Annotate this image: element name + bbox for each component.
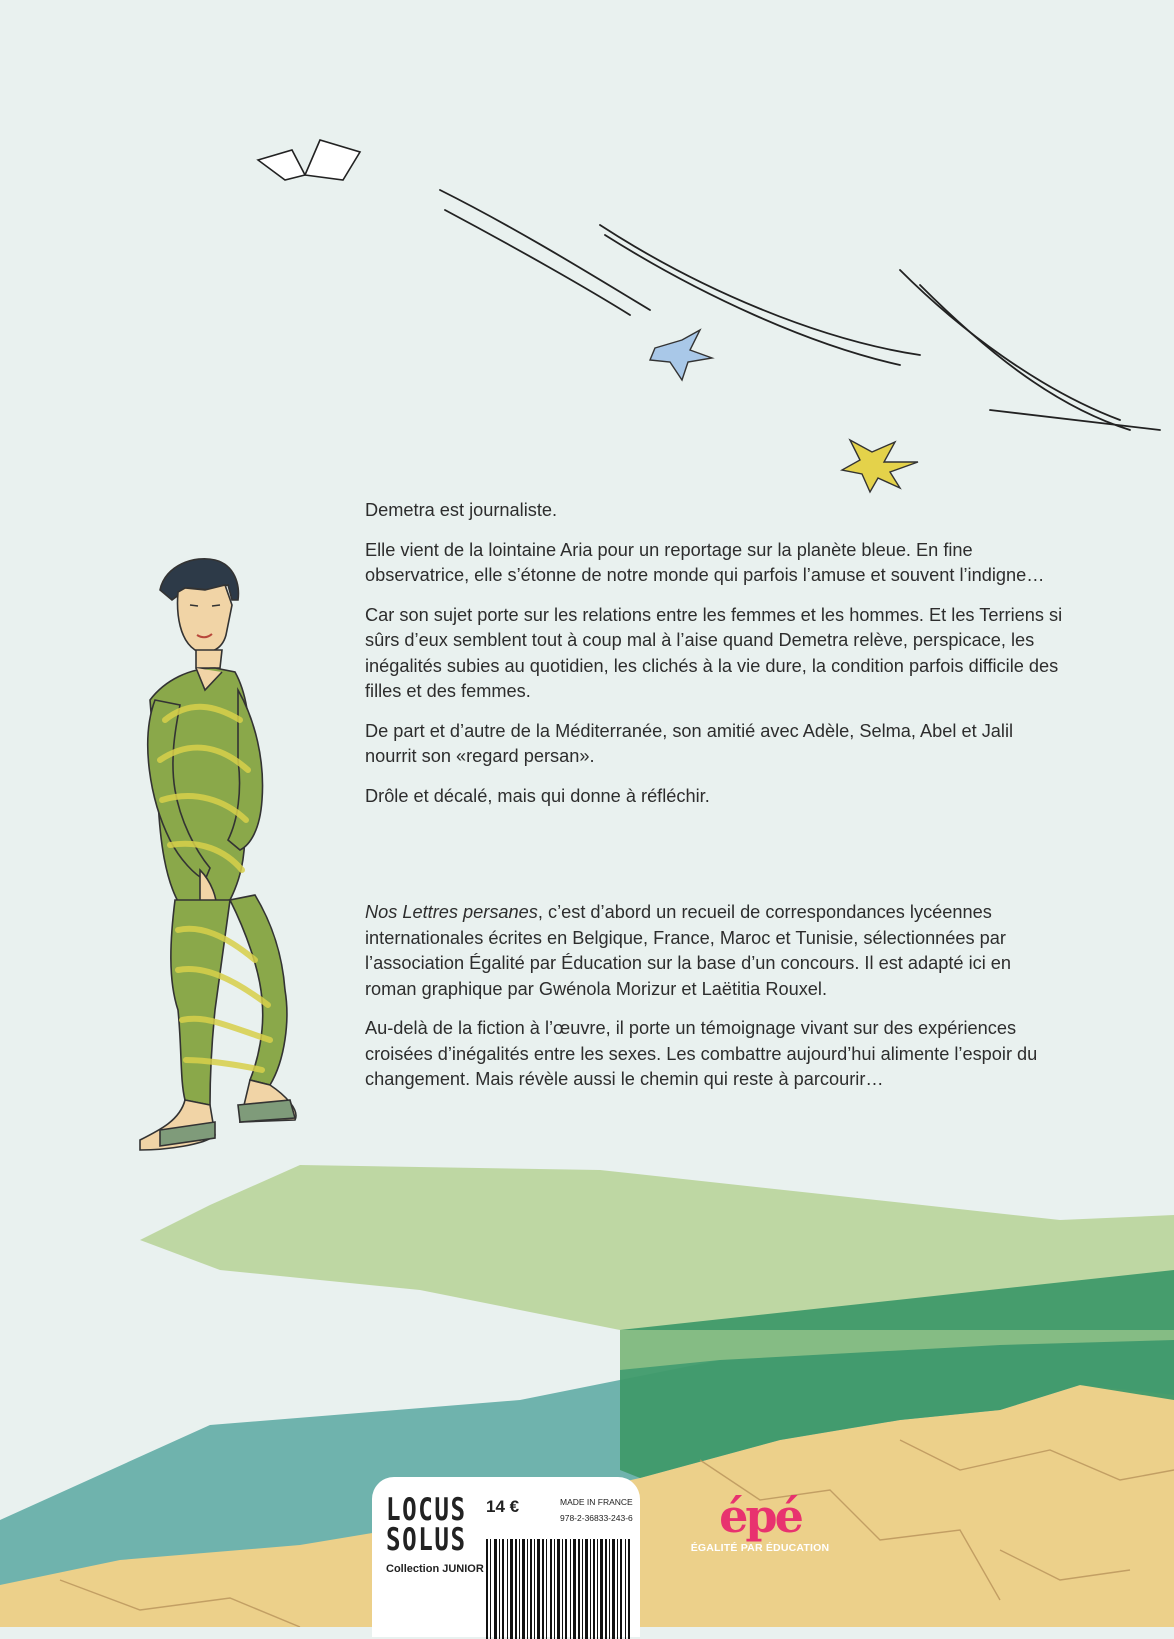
blurb-paragraph: Car son sujet porte sur les relations entre les femmes et les hommes. Et les Terriens si sûrs d’eux semblent tout à coup mal à l’aise quand Demetra relève, perspicace, les inégalités subies au quotidien, les clichés à la vie dure, la condition parfois difficile des filles et des femmes. <box>365 604 1063 701</box>
blurb-paragraph: Demetra est journaliste. <box>365 500 558 520</box>
epe-mark: épé <box>719 1489 801 1543</box>
barcode <box>484 1539 632 1639</box>
collection-label: Collection JUNIOR <box>386 1563 484 1575</box>
logo-line: LOCUS <box>386 1492 467 1528</box>
blurb-paragraph: Drôle et décalé, mais qui donne à réfléchir. <box>365 785 710 806</box>
blurb-paragraph: Elle vient de la lointaine Aria pour un reportage sur la planète bleue. En fine observatrice, elle s’étonne de notre monde qui parfois l’amuse et souvent l’indigne… <box>365 539 1045 585</box>
locus-solus-logo <box>386 1492 467 1558</box>
back-cover-blurb <box>365 498 1065 823</box>
egalite-par-education-logo <box>690 1490 830 1560</box>
epe-caption: ÉGALITÉ PAR ÉDUCATION <box>690 1542 830 1554</box>
book-title-italic: Nos Lettres persanes <box>365 902 538 922</box>
isbn: 978-2-36833-243-6 <box>560 1513 633 1523</box>
book-description <box>365 900 1065 1107</box>
logo-line: SOLUS <box>386 1522 467 1558</box>
price: 14 € <box>486 1497 520 1516</box>
description-text: , c’est d’abord un recueil de correspondances lycéennes internationales écrites en Belgique, France, Maroc et Tunisie, sélectionnées par l’association Égalité par Éducation sur la base d’un concours. Il est adapté ici en roman graphique par Gwénola Morizur et Laëtitia Rouxel. <box>365 902 1012 999</box>
publisher-price-box <box>372 1477 640 1637</box>
blurb-paragraph: De part et d’autre de la Méditerranée, son amitié avec Adèle, Selma, Abel et Jalil nourrit son «regard persan». <box>365 720 1014 766</box>
made-in-label: MADE IN FRANCE <box>560 1497 633 1507</box>
description-paragraph: Au-delà de la fiction à l’œuvre, il porte un témoignage vivant sur des expériences croisées d’inégalités entre les sexes. Les combattre aujourd’hui alimente l’espoir du changement. Mais révèle aussi le chemin qui reste à parcourir… <box>365 1018 1038 1089</box>
description-paragraph <box>365 900 1065 1002</box>
